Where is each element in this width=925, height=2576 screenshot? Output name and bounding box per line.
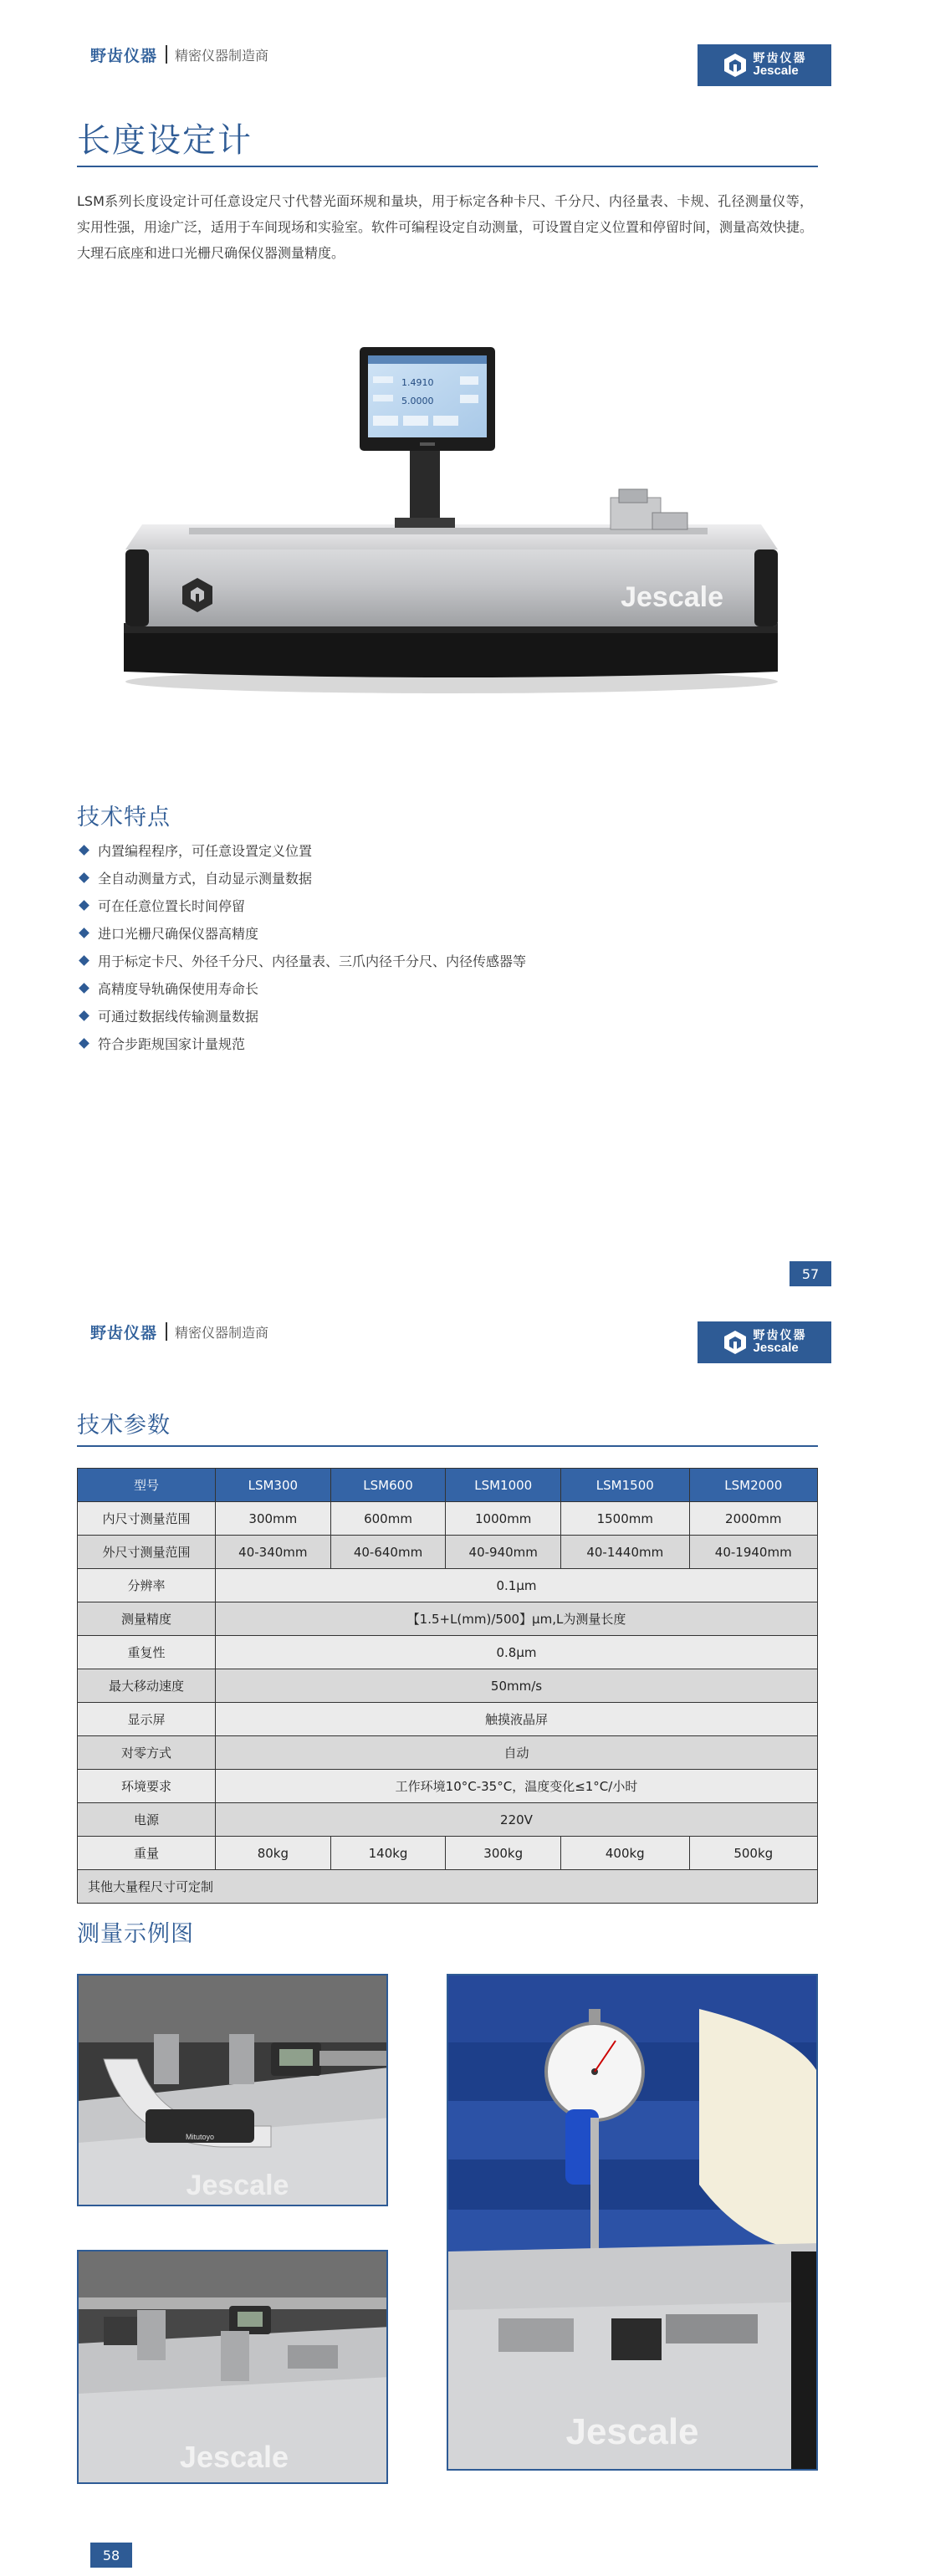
table-row: 最大移动速度 50mm/s: [78, 1669, 818, 1703]
photo-brand-text: Jescale: [179, 2440, 289, 2474]
photo-brand-text: Jescale: [565, 2411, 699, 2452]
bullet-icon: [79, 900, 89, 911]
feature-item: 内置编程程序，可任意设置定义位置: [77, 836, 526, 864]
logo-text-en: Jescale: [753, 64, 799, 79]
spec-table: [77, 1468, 818, 1904]
company-logo: [698, 1321, 831, 1363]
table-header-row: [78, 1469, 818, 1502]
machine-brand-text: Jescale: [621, 581, 723, 613]
screen-reading-1: 1.4910: [401, 377, 434, 388]
brand-tagline: 精密仪器制造商: [175, 47, 269, 64]
page-title: 长度设定计: [77, 121, 253, 160]
table-row: 外尺寸测量范围 40-340mm 40-640mm 40-940mm 40-1440mm 40-1940mm: [78, 1536, 818, 1569]
logo-text-cn: 野齿仪器: [753, 1328, 807, 1342]
table-row: 对零方式 自动: [78, 1736, 818, 1770]
column-header: LSM600: [330, 1469, 446, 1502]
column-header: LSM2000: [689, 1469, 817, 1502]
intro-paragraph: LSM系列长度设定计可任意设定尺寸代替光面环规和量块，用于标定各种卡尺、千分尺、内径量表、卡规、孔径测量仪等，实用性强，用途广泛，适用于车间现场和实验室。软件可编程设定自动测量，可设置自定义位置和停留时间，测量高效快捷。大理石底座和进口光栅尺确保仪器测量精度。: [77, 193, 814, 261]
bullet-icon: [79, 1038, 89, 1049]
bullet-icon: [79, 983, 89, 994]
logo-icon: [723, 1330, 748, 1355]
example-photo-micrometer: [77, 1974, 388, 2206]
specs-title: 技术参数: [77, 1413, 171, 1439]
features-list: [77, 836, 526, 1057]
bullet-icon: [79, 845, 89, 856]
brand-header: [90, 1319, 268, 1344]
column-header: LSM1500: [561, 1469, 689, 1502]
page-number: 57: [790, 1261, 831, 1286]
bullet-icon: [79, 928, 89, 938]
feature-item: 高精度导轨确保使用寿命长: [77, 974, 526, 1002]
table-row: 测量精度 【1.5+L(mm)/500】μm,L为测量长度: [78, 1602, 818, 1636]
brand-header: [90, 42, 268, 67]
title-rule: [77, 166, 818, 167]
logo-icon: [723, 53, 748, 78]
bullet-icon: [79, 872, 89, 883]
screen-reading-2: 5.0000: [401, 396, 434, 406]
page-number: 58: [90, 2543, 132, 2568]
table-row: 分辨率 0.1μm: [78, 1569, 818, 1602]
table-row: 环境要求 工作环境10°C-35°C，温度变化≤1°C/小时: [78, 1770, 818, 1803]
logo-text-cn: 野齿仪器: [753, 51, 807, 65]
example-photo-caliper: [77, 2250, 388, 2484]
column-header: 型号: [78, 1469, 216, 1502]
table-row: 内尺寸测量范围 300mm 600mm 1000mm 1500mm 2000mm: [78, 1502, 818, 1536]
example-photo-dial-indicator: [447, 1974, 818, 2471]
table-row: 显示屏 触摸液晶屏: [78, 1703, 818, 1736]
table-row: 电源 220V: [78, 1803, 818, 1837]
feature-item: 符合步距规国家计量规范: [77, 1030, 526, 1057]
logo-text-en: Jescale: [753, 1341, 799, 1356]
feature-item: 可在任意位置长时间停留: [77, 892, 526, 919]
column-header: LSM300: [216, 1469, 331, 1502]
feature-item: 用于标定卡尺、外径千分尺、内径量表、三爪内径千分尺、内径传感器等: [77, 947, 526, 974]
feature-item: 全自动测量方式，自动显示测量数据: [77, 864, 526, 892]
feature-item: 进口光栅尺确保仪器高精度: [77, 919, 526, 947]
specs-title-rule: [77, 1445, 818, 1447]
column-header: LSM1000: [446, 1469, 561, 1502]
photo-brand-text: Jescale: [186, 2170, 289, 2201]
features-title: 技术特点: [77, 805, 171, 831]
brand-name: 野齿仪器: [90, 1323, 158, 1342]
table-note-row: 其他大量程尺寸可定制: [78, 1870, 818, 1904]
product-image: [117, 339, 786, 707]
micrometer-brand-text: Mitutoyo: [185, 2133, 215, 2141]
company-logo: [698, 44, 831, 86]
examples-title: 测量示例图: [77, 1921, 194, 1947]
brand-tagline: 精密仪器制造商: [175, 1324, 269, 1341]
brand-divider: [166, 45, 167, 64]
brand-divider: [166, 1322, 167, 1341]
bullet-icon: [79, 955, 89, 966]
brand-name: 野齿仪器: [90, 46, 158, 65]
feature-item: 可通过数据线传输测量数据: [77, 1002, 526, 1030]
bullet-icon: [79, 1010, 89, 1021]
table-row: 重量 80kg 140kg 300kg 400kg 500kg: [78, 1837, 818, 1870]
table-row: 重复性 0.8μm: [78, 1636, 818, 1669]
